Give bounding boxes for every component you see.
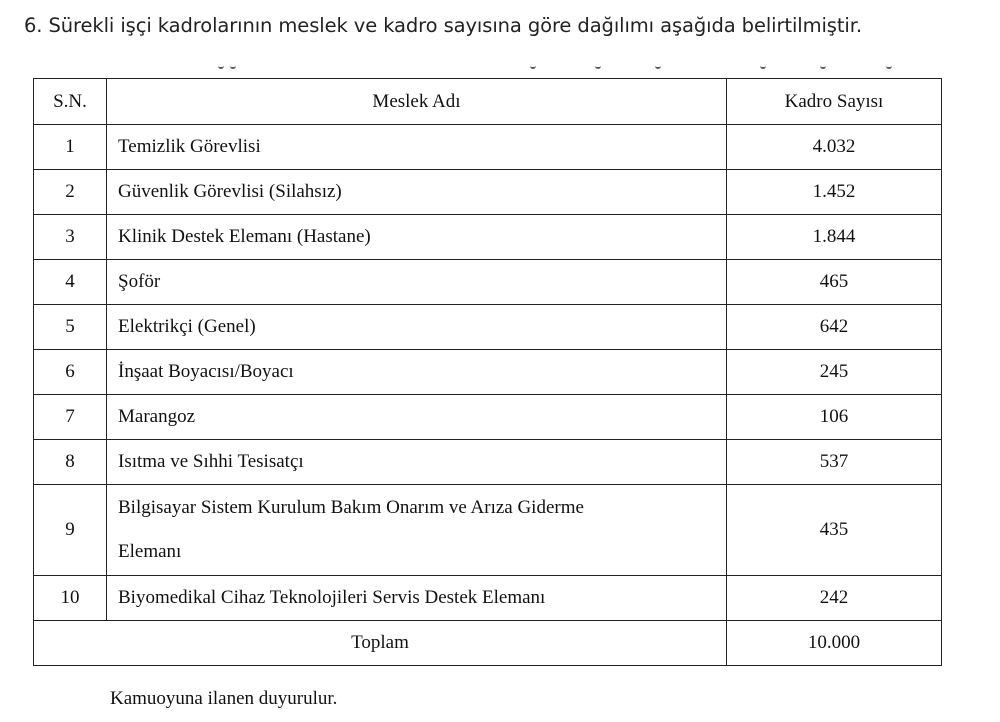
row-name: İnşaat Boyacısı/Boyacı [107,350,727,395]
cadre-table [33,78,942,666]
row-count: 642 [727,305,942,350]
footer-note: Kamuoyuna ilanen duyurulur. [110,688,338,709]
row-count: 242 [727,576,942,621]
row-sn: 1 [34,125,107,170]
table-row [34,305,942,350]
row-name-line-1: Bilgisayar Sistem Kurulum Bakım Onarım ve Arıza Giderme [118,497,584,518]
row-count: 106 [727,395,942,440]
row-sn: 6 [34,350,107,395]
row-count: 537 [727,440,942,485]
row-count: 1.452 [727,170,942,215]
row-count: 245 [727,350,942,395]
row-sn: 3 [34,215,107,260]
row-count: 1.844 [727,215,942,260]
row-name: Isıtma ve Sıhhi Tesisatçı [107,440,727,485]
header-name: Meslek Adı [107,79,727,125]
table-row [34,215,942,260]
total-row [34,621,942,666]
row-sn: 8 [34,440,107,485]
row-name: Elektrikçi (Genel) [107,305,727,350]
table-row [34,350,942,395]
row-name: Şoför [107,260,727,305]
row-sn: 4 [34,260,107,305]
row-name [107,485,727,576]
row-count: 4.032 [727,125,942,170]
row-sn: 2 [34,170,107,215]
row-sn: 10 [34,576,107,621]
page-heading: 6. Sürekli işçi kadrolarının meslek ve kadro sayısına göre dağılımı aşağıda belirtilmiştir. [24,14,862,37]
table-row [34,485,942,576]
row-name: Biyomedikal Cihaz Teknolojileri Servis Destek Elemanı [107,576,727,621]
row-sn: 7 [34,395,107,440]
table-row [34,170,942,215]
table-row [34,260,942,305]
cropped-text-line [200,62,900,70]
row-name-line-2: Elemanı [118,541,182,562]
table-row [34,395,942,440]
total-count: 10.000 [727,621,942,666]
header-count: Kadro Sayısı [727,79,942,125]
table-header-row [34,79,942,125]
row-name: Klinik Destek Elemanı (Hastane) [107,215,727,260]
header-sn: S.N. [34,79,107,125]
row-name: Marangoz [107,395,727,440]
row-sn: 5 [34,305,107,350]
row-sn: 9 [34,485,107,576]
row-name: Güvenlik Görevlisi (Silahsız) [107,170,727,215]
row-count: 435 [727,485,942,576]
row-count: 465 [727,260,942,305]
total-label: Toplam [34,621,727,666]
table-row [34,440,942,485]
table-row [34,576,942,621]
row-name: Temizlik Görevlisi [107,125,727,170]
table-row [34,125,942,170]
